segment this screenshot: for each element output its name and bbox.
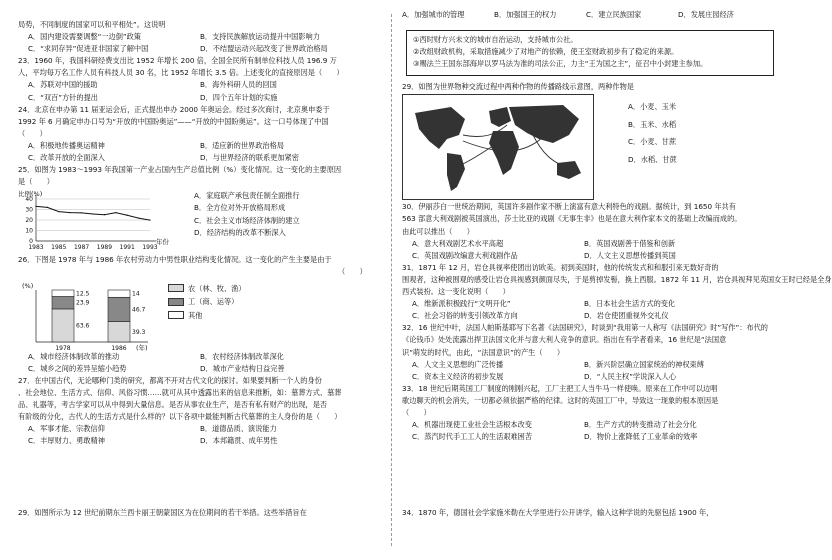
left-column: [18, 20, 380, 552]
q24-options-row2: [28, 153, 380, 163]
question-31-stem: 由此可以推出（ ）: [402, 226, 474, 236]
option-c[interactable]: C．城乡之间的差异呈缩小趋势: [28, 363, 127, 373]
question-26-stem: （ ）: [338, 267, 367, 277]
option-c[interactable]: C．改革开放的全面深入: [28, 153, 105, 163]
option-a[interactable]: A．国内建设需要调整“一边倒”政策: [28, 32, 141, 42]
bar-value-label: 14: [132, 290, 140, 298]
option-b[interactable]: B．道德品质、演说能力: [200, 424, 277, 434]
q27-options-row2: [28, 436, 380, 446]
chart-x-label: 年份: [156, 238, 169, 247]
option-b[interactable]: B．生产方式的转变推动了社会分化: [584, 420, 697, 430]
bar-value-label: 46.7: [132, 305, 146, 313]
q31-options-row1: [412, 239, 774, 249]
option-c[interactable]: C．蒸汽时代手工工人的生活艰难困苦: [412, 432, 533, 442]
y-tick-label: 10: [25, 227, 33, 235]
option-a[interactable]: A．维新派积极践行“文明开化”: [412, 299, 511, 309]
legend-label: 农（林、牧、渔）: [188, 283, 246, 293]
q25-options: [194, 191, 300, 239]
option-d[interactable]: D．岩仓使团重视外交礼仪: [584, 311, 669, 321]
question-27-stem: 27．在中国古代，无论哪种门类的研究，都离不开对古代文化的探讨。如果要判断一个人的身份: [18, 375, 322, 385]
option-c[interactable]: C．“双百”方针的提出: [28, 92, 98, 102]
option-d[interactable]: D．水稻、甘蔗: [628, 154, 677, 164]
legend-swatch: [168, 311, 184, 319]
legend-swatch: [168, 298, 184, 306]
option-c[interactable]: C．社会习俗的转变引领改革方向: [412, 311, 518, 321]
option-b[interactable]: B．全方位对外开放格局形成: [194, 203, 286, 213]
bar-value-label: 12.5: [76, 289, 90, 297]
data-point: [58, 211, 59, 212]
option-b[interactable]: B．适应新的世界政治格局: [200, 140, 284, 150]
bar-year-unit: (年): [136, 343, 148, 352]
legend-label: 其他: [188, 310, 203, 320]
y-tick-label: 0: [29, 238, 33, 246]
legend-label: 工（商、运等）: [188, 297, 239, 306]
question-32-stem: 31．1871 年 12 月，岩仓具视率使团出访欧美。初到美国时，他的传统发式和和服引来无数好奇的: [402, 262, 719, 272]
world-map: [402, 94, 594, 200]
data-point: [104, 214, 105, 215]
bar-legend: [168, 284, 246, 325]
q23-options-row1: [28, 80, 380, 90]
q23-options-row2: [28, 93, 380, 103]
bar-segment: [108, 321, 130, 341]
question-31-stem: 563 部意大利戏剧被英国演出，莎士比亚的戏剧《无事生非》也是在意大利作家本文的基础上改编而成的。: [402, 214, 742, 224]
q26-options-row1: [28, 352, 380, 362]
question-35-stem: 34．1870 年，德国社会学家施米勒在大学里进行公开讲学，输入这种学说的先驱包括 1900 年，: [402, 508, 714, 517]
question-34-stem: 歌边聊天的机会消失，一切都必须依据严格的纪律。这时的英国工厂中，导致这一现象的根本原因是: [402, 395, 719, 405]
right-column: [402, 10, 832, 552]
data-point: [149, 220, 150, 221]
x-tick-label: 1987: [73, 244, 90, 252]
x-tick-label: 1983: [28, 244, 44, 252]
data-point: [92, 214, 93, 215]
option-a[interactable]: A．机器出现使工业社会生活根本改变: [412, 420, 532, 430]
q25-chart-area: [18, 189, 380, 255]
option-d[interactable]: D．“人民主权”学说深入人心: [584, 371, 677, 381]
option-c[interactable]: C．“求同存异”促进亚非国家了解中国: [28, 44, 149, 54]
bar-segment: [52, 308, 74, 341]
option-a[interactable]: A．小麦、玉米: [628, 102, 677, 112]
question-22-tail: 局势，不同制度的国家可以和平相处”。这说明: [18, 20, 166, 29]
data-point: [35, 206, 36, 207]
option-d[interactable]: D．物价上涨降低了工业革命的效率: [584, 432, 698, 442]
measures-table: [406, 30, 774, 76]
question-30-stem: 29．如图为世界物种交流过程中两种作物的传播路线示意图，两种作物是: [402, 82, 634, 92]
option-b[interactable]: B．新兴阶层确立国家统治的神权束缚: [584, 359, 704, 369]
series-line: [36, 207, 150, 221]
question-31-stem: 30．伊丽莎白一世统治期间，英国许多剧作家不断上演富有意大利特色的戏剧。据统计，到 1650 年共有: [402, 202, 736, 212]
data-point: [115, 212, 116, 213]
option-b[interactable]: B．农村经济体制改革深化: [200, 351, 284, 361]
option-a[interactable]: A．积极地传播奥运精神: [28, 140, 105, 150]
question-32-stem: 围观者，这种被围观的感受让岩仓具视感到颜面尽失，于是剪掉发髻，换上西服。1872 年 11 月，岩仓具视拜见英国女王时已经是全身: [402, 274, 832, 284]
option-b[interactable]: B．加强国王的权力: [494, 10, 557, 19]
option-a[interactable]: A．加强城市的管理: [402, 10, 465, 19]
option-c[interactable]: C．资本主义经济的初步发展: [412, 371, 504, 381]
option-b[interactable]: B．海外科研人员的回国: [200, 80, 277, 90]
option-d[interactable]: D．人文主义思想传播到英国: [584, 250, 676, 260]
primary-industry-line-chart: [18, 189, 188, 255]
bar-segment: [52, 290, 74, 297]
question-25-stem: 是（ ）: [18, 177, 54, 187]
question-33-stem: 《论钱币》处处流露出捍卫法国文化并与意大利人竞争的意识。指出在有学者看来，16 世纪是“法国意: [402, 335, 727, 345]
legend-item: [168, 297, 246, 307]
question-24-stem: 1992 年 6 月确定申办口号为“开放的中国盼奥运”——“开放的中国盼奥运”。这一口号体现了中国: [18, 116, 329, 126]
option-a[interactable]: A．军事才能、宗教信仰: [28, 424, 105, 434]
question-29-stem: 29．如图所示为 12 世纪前期东兰西卡丽王朝蒙国区为在位期间的若干举措。这些举措旨在: [18, 508, 307, 517]
table-row: ①西时财方兴未文的城市自治运动，支持城市公社。: [413, 35, 578, 44]
q28-options: [402, 10, 770, 20]
bar-unit-label: (%): [22, 281, 34, 290]
bar-segment: [108, 290, 130, 297]
q22-options-row1: [28, 32, 380, 42]
option-b[interactable]: B．玉米、水稻: [628, 119, 677, 129]
q31-options-row2: [412, 251, 774, 261]
question-26-stem: 26．下图是 1978 年与 1986 年农村劳动力中男性职业结构变化情况。这一变化的产生主要是由于: [18, 255, 332, 265]
data-point: [81, 213, 82, 214]
q26-options-row2: [28, 364, 380, 374]
question-23-stem: 人，平均每万名工作人员有科技人员 30 名，比 1952 年增长 3.5 倍。上述变化的直接原因是（ ）: [18, 68, 344, 78]
bar-segment: [52, 296, 74, 308]
question-27-stem: 、社会地位、生活方式、信仰、风俗习惯……就可从其中透露出来的信息来推断，如：墓葬方式、墓葬: [18, 387, 342, 397]
q33-options-row1: [412, 360, 774, 370]
option-d[interactable]: D．四个五年计划的实施: [200, 92, 278, 102]
option-b[interactable]: B．支持民族解放运动提升中国影响力: [200, 32, 320, 42]
question-25-stem: 25．如图为 1983～1993 年我国第一产业占国内生产总值比例（%）变化情况。这一变化的主要原因: [18, 165, 342, 175]
legend-item: [168, 284, 246, 294]
bar-value-label: 63.6: [76, 321, 90, 329]
q26-chart-area: [18, 280, 380, 352]
option-d[interactable]: D．与世界经济的联系更加紧密: [200, 153, 299, 163]
question-24-stem: 24．北京在申办第 11 届亚运会后，正式提出申办 2000 年奥运会。经过多次商讨，北京奥申委于: [18, 104, 330, 114]
option-c[interactable]: C．小麦、甘蔗: [628, 137, 677, 147]
option-d[interactable]: D．本邦籍贯、成年男性: [200, 436, 278, 446]
table-row: ③赐法兰王国东部海岸以罗马法为准的司法公正，力主“王为国之主”，征召中小封建主参加。: [413, 59, 708, 69]
option-c[interactable]: C．建立民族国家: [586, 10, 642, 19]
q32-options-row2: [412, 311, 774, 321]
q34-options-row1: [412, 420, 774, 430]
data-point: [47, 207, 48, 208]
data-point: [127, 215, 128, 216]
x-tick-label: 1985: [51, 244, 67, 252]
bar-value-label: 23.9: [76, 299, 90, 307]
chart-y-label: 比例(%): [18, 190, 43, 199]
option-c[interactable]: C．社会主义市场经济体制的建立: [194, 215, 300, 225]
option-a[interactable]: A．苏联对中国的援助: [28, 80, 98, 90]
labor-structure-bar-chart: [22, 280, 162, 352]
option-a[interactable]: A．人文主义思想的广泛传播: [412, 359, 504, 369]
bar-value-label: 39.3: [132, 328, 146, 336]
option-d[interactable]: D．经济结构的改革不断深入: [194, 227, 286, 237]
q30-options: [628, 102, 677, 167]
question-33-stem: 识”萌发的时代，由此，“法国意识”的产生（ ）: [402, 347, 565, 357]
question-27-stem: 有阶级的分化，古代人的生活方式是什么样的？以下各项中最能判断古代墓葬的主人身份的是（ ）: [18, 411, 342, 421]
data-point: [138, 218, 139, 219]
q24-options-row1: [28, 141, 380, 151]
data-point: [70, 212, 71, 213]
question-27-stem: 品、礼器等，考古学家可以从中得到大量信息。是否从事农业生产，是否有私有财产的出现，是否: [18, 399, 328, 409]
question-34-stem: （ ）: [402, 407, 431, 417]
question-33-stem: 32．16 世纪中叶，法国人帕斯基耶写下名著《法国研究》，时谈到“我用第一人称写《法国研究》时”写作”：布代的: [402, 323, 768, 333]
option-c[interactable]: C．丰厚财力、勇敢精神: [28, 436, 105, 446]
bar-category-label: 1978: [55, 344, 71, 352]
bar-segment: [108, 297, 130, 321]
option-a[interactable]: A．意大利戏剧艺术水平高超: [412, 238, 504, 248]
question-24-stem: （ ）: [18, 128, 47, 138]
x-tick-label: 1989: [96, 244, 113, 252]
option-a[interactable]: A．城市经济体制改革的推动: [28, 351, 120, 361]
q30-map-area: [402, 94, 774, 202]
option-d[interactable]: D．不结盟运动兴起改变了世界政治格局: [200, 44, 328, 54]
option-d[interactable]: D．发展庄园经济: [678, 10, 734, 19]
question-34-stem: 33．18 世纪后期英国工厂制度的刚刚兴起，工厂主把工人当牛马一样使唤。原来在工作中可以边唱: [402, 383, 718, 393]
x-tick-label: 1993: [142, 244, 158, 252]
option-c[interactable]: C．英国戏剧改编意大利戏剧作品: [412, 250, 518, 260]
q22-options-row2: [28, 44, 380, 54]
y-tick-label: 30: [25, 206, 33, 214]
option-b[interactable]: B．英国戏剧善于借鉴和创新: [584, 238, 676, 248]
y-tick-label: 40: [25, 196, 33, 204]
table-row: ②改组财政机构，采取措施减少了对地产的依赖，使王室财政初步有了稳定的来源。: [413, 47, 679, 57]
question-32-stem: 西式装扮。这一变化说明（ ）: [402, 287, 510, 297]
option-a[interactable]: A．家庭联产承包责任制全面推行: [194, 191, 300, 201]
q32-options-row1: [412, 299, 774, 309]
bar-category-label: 1986: [111, 344, 127, 352]
y-tick-label: 20: [25, 217, 33, 225]
column-divider: [391, 14, 392, 546]
x-tick-label: 1991: [119, 244, 135, 252]
q27-options-row1: [28, 424, 380, 434]
legend-swatch: [168, 284, 184, 292]
q33-options-row2: [412, 372, 774, 382]
q34-options-row2: [412, 432, 774, 442]
option-b[interactable]: B．日本社会生活方式的变化: [584, 299, 676, 309]
question-23-stem: 23．1960 年，我国科研经费支出比 1952 年增长 200 倍，全国全民所有制单位科技人员 196.9 万: [18, 56, 337, 66]
legend-item: [168, 311, 246, 321]
option-d[interactable]: D．城市产业结构日益完善: [200, 363, 285, 373]
world-map-svg: [403, 95, 593, 199]
